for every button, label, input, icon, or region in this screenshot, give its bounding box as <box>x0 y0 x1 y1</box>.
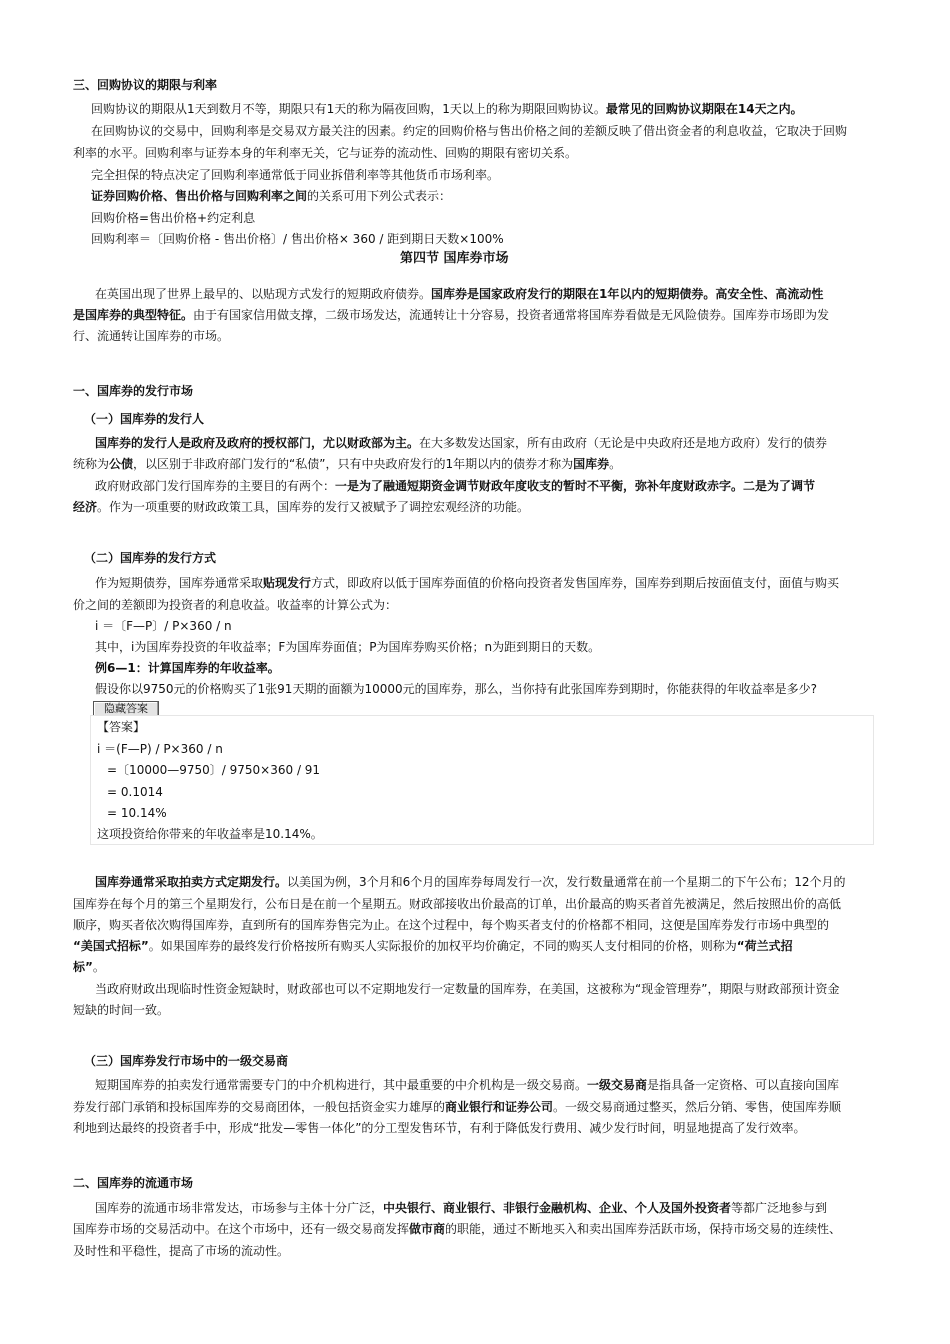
yield-variables: 其中，i为国库券投资的年收益率；F为国库券面值；P为国库券购买价格；n为距到期日的天数。 <box>95 640 601 654</box>
trade-line-2: 国库券市场的交易活动中。在这个市场中，还有一级交易商发挥做市商的职能，通过不断地买入和卖出国库券活跃市场，保持市场交易的连续性、 <box>73 1222 842 1236</box>
intro-line-1: 在英国出现了世界上最早的、以贴现方式发行的短期政府债券。国库券是国家政府发行的期限在1年以内的短期债券。高安全性、高流动性 <box>95 287 824 301</box>
cash-mgmt-line-1: 当政府财政出现临时性资金短缺时，财政部也可以不定期地发行一定数量的国库券，在美国，这被称为“现金管理券”，期限与财政部预计资金 <box>95 982 840 996</box>
answer-line-4: = 10.14% <box>107 806 167 820</box>
trade-line-1: 国库券的流通市场非常发达，市场参与主体十分广泛，中央银行、商业银行、非银行金融机构、企业、个人及国外投资者等都广泛地参与到 <box>95 1201 828 1215</box>
cash-mgmt-line-2: 短缺的时间一致。 <box>73 1003 170 1017</box>
issuer-line-1: 国库券的发行人是政府及政府的授权部门，尤以财政部为主。在大多数发达国家，所有由政府（无论是中央政府还是地方政府）发行的债券 <box>95 436 828 450</box>
answer-line-5: 这项投资给你带来的年收益率是10.14%。 <box>97 827 323 841</box>
issuer-subheading: （一）国库券的发行人 <box>84 412 205 426</box>
repo-formula-price: 回购价格=售出价格+约定利息 <box>91 211 256 225</box>
method-subheading: （二）国库券的发行方式 <box>84 551 217 565</box>
answer-line-1: i ＝(F—P) / P×360 / n <box>97 742 223 756</box>
dealer-line-1: 短期国库券的拍卖发行通常需要专门的中介机构进行，其中最重要的中介机构是一级交易商。一级交易商是指具备一定资格、可以直接向国库 <box>95 1078 840 1092</box>
issuer-line-4: 经济。作为一项重要的财政政策工具，国库券的发行又被赋予了调控宏观经济的功能。 <box>73 500 530 514</box>
answer-line-3: = 0.1014 <box>107 785 163 799</box>
trade-heading: 二、国库券的流通市场 <box>73 1176 194 1190</box>
repo-paragraph-3: 完全担保的特点决定了回购利率通常低于同业拆借利率等其他货币市场利率。 <box>91 168 500 182</box>
method-line-1: 作为短期债券，国库券通常采取贴现发行方式，即政府以低于国库券面值的价格向投资者发售国库券，国库券到期后按面值支付，面值与购买 <box>95 576 840 590</box>
hide-answer-button[interactable]: 隐藏答案 <box>93 701 159 717</box>
dealer-subheading: （三）国库券发行市场中的一级交易商 <box>84 1054 289 1068</box>
intro-line-2: 是国库券的典型特征。由于有国家信用做支撑，二级市场发达，流通转让十分容易，投资者通常将国库券看做是无风险债券。国库券市场即为发 <box>73 308 830 322</box>
section-title: 第四节 国库券市场 <box>400 251 509 266</box>
trade-line-3: 及时性和平稳性，提高了市场的流动性。 <box>73 1244 290 1258</box>
repo-paragraph-2-line-2: 利率的水平。回购利率与证券本身的年利率无关，它与证券的流动性、回购的期限有密切关系。 <box>73 146 578 160</box>
method-line-2: 价之间的差额即为投资者的利息收益。收益率的计算公式为： <box>73 598 398 612</box>
issuer-line-3: 政府财政部门发行国库券的主要目的有两个：一是为了融通短期资金调节财政年度收支的暂时不平衡，弥补年度财政赤字。二是为了调节 <box>95 479 816 493</box>
answer-label: 【答案】 <box>97 720 146 734</box>
issue-heading: 一、国库券的发行市场 <box>73 384 194 398</box>
repo-paragraph-1: 回购协议的期限从1天到数月不等，期限只有1天的称为隔夜回购，1天以上的称为期限回购协议。最常见的回购协议期限在14天之内。 <box>91 102 803 116</box>
repo-paragraph-2-line-1: 在回购协议的交易中，回购利率是交易双方最关注的因素。约定的回购价格与售出价格之间的差额反映了借出资金者的利息收益，它取决于回购 <box>91 124 848 138</box>
answer-line-2: =〔10000—9750〕/ 9750×360 / 91 <box>107 763 321 777</box>
repo-formula-rate: 回购利率＝〔回购价格 - 售出价格〕/ 售出价格× 360 / 距到期日天数×100% <box>91 232 504 246</box>
example-question: 假设你以9750元的价格购买了1张91天期的面额为10000元的国库券，那么，当你持有此张国库券到期时，你能获得的年收益率是多少? <box>95 682 817 696</box>
repo-heading: 三、回购协议的期限与利率 <box>73 78 218 92</box>
repo-paragraph-4: 证券回购价格、售出价格与回购利率之间的关系可用下列公式表示： <box>91 189 452 203</box>
dealer-line-3: 利地到达最终的投资者手中，形成“批发—零售一体化”的分工型发售环节，有利于降低发行费用、减少发行时间，明显地提高了发行效率。 <box>73 1121 806 1135</box>
auction-line-2: 国库券在每个月的第三个星期发行，公布日是在前一个星期五。财政部接收出价最高的订单，出价最高的购买者首先被满足，然后按照出价的高低 <box>73 897 842 911</box>
auction-line-4: “美国式招标”。如果国库券的最终发行价格按所有购买人实际报价的加权平均价确定，不同的购买人支付相同的价格，则称为“荷兰式招 <box>73 939 793 953</box>
issuer-line-2: 统称为公债，以区别于非政府部门发行的“私债”，只有中央政府发行的1年期以内的债券才称为国库券。 <box>73 457 622 471</box>
yield-formula: i ＝〔F—P〕/ P×360 / n <box>95 619 232 633</box>
auction-line-5: 标”。 <box>73 960 105 974</box>
auction-line-1: 国库券通常采取拍卖方式定期发行。以美国为例，3个月和6个月的国库券每周发行一次，发行数量通常在前一个星期二的下午公布；12个月的 <box>95 875 846 889</box>
intro-line-3: 行、流通转让国库券的市场。 <box>73 329 230 343</box>
auction-line-3: 顺序，购买者依次购得国库券，直到所有的国库券售完为止。在这个过程中，每个购买者支付的价格都不相同，这便是国库券发行市场中典型的 <box>73 918 830 932</box>
example-title: 例6—1：计算国库券的年收益率。 <box>95 661 280 675</box>
dealer-line-2: 券发行部门承销和投标国库券的交易商团体，一般包括资金实力雄厚的商业银行和证券公司。一级交易商通过整买，然后分销、零售，使国库券顺 <box>73 1100 842 1114</box>
